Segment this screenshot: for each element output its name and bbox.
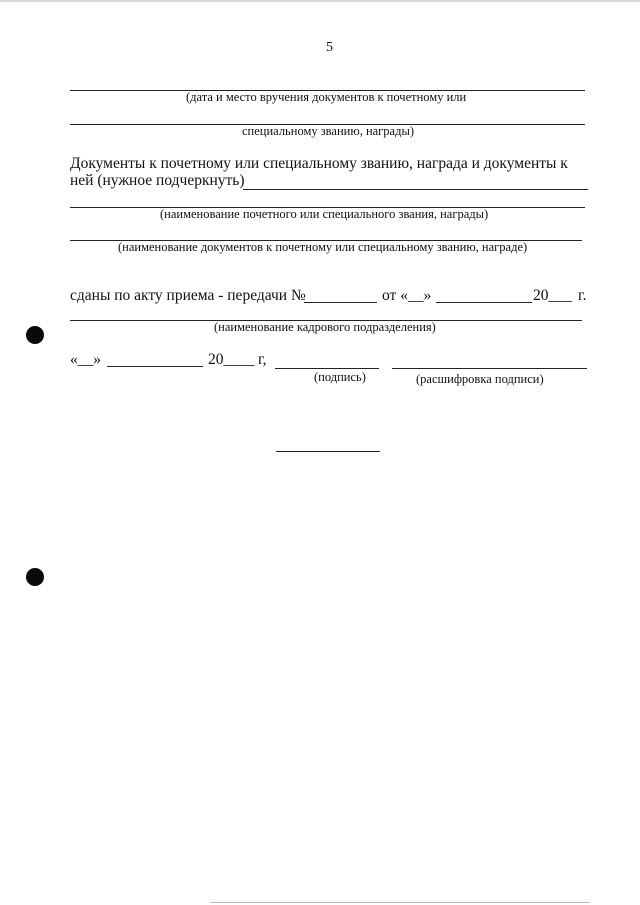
caption-delivery-line2: специальному званию, награды): [242, 124, 415, 138]
documents-fill-line: [243, 189, 588, 190]
signature-decoding-line: [392, 368, 587, 369]
caption-hr-unit: (наименование кадрового подразделения): [214, 320, 436, 334]
scan-edge-bottom: [210, 902, 590, 903]
closing-separator: [276, 451, 380, 452]
transfer-from-text: от «__»: [382, 287, 432, 304]
signature-date-quote: «__»: [70, 351, 101, 368]
act-number-blank: [304, 302, 377, 303]
signature-year-suffix: г,: [258, 351, 267, 368]
signature-line: [275, 368, 379, 369]
transfer-year-suffix: г.: [578, 287, 587, 304]
caption-documents-name: (наименование документов к почетному или специальному званию, награде): [118, 240, 528, 254]
caption-delivery-line1: (дата и место вручения документов к почетному или: [186, 90, 467, 104]
signature-date-blank: [107, 366, 203, 367]
page-number: 5: [326, 40, 333, 55]
punch-hole-lower: [26, 568, 44, 586]
documents-text-line2: ней (нужное подчеркнуть): [70, 172, 245, 189]
transfer-date-blank: [436, 302, 532, 303]
transfer-year: 20___: [533, 287, 572, 304]
signature-year: 20____: [208, 351, 255, 368]
transfer-lead-text: сданы по акту приема - передачи №: [70, 287, 306, 304]
caption-signature-decoding: (расшифровка подписи): [416, 372, 544, 386]
caption-award-name: (наименование почетного или специального звания, награды): [160, 207, 489, 221]
documents-text-line1: Документы к почетному или специальному званию, награда и документы к: [70, 155, 568, 172]
scan-edge-top: [0, 0, 640, 2]
punch-hole-upper: [26, 326, 44, 344]
caption-signature: (подпись): [314, 370, 366, 384]
